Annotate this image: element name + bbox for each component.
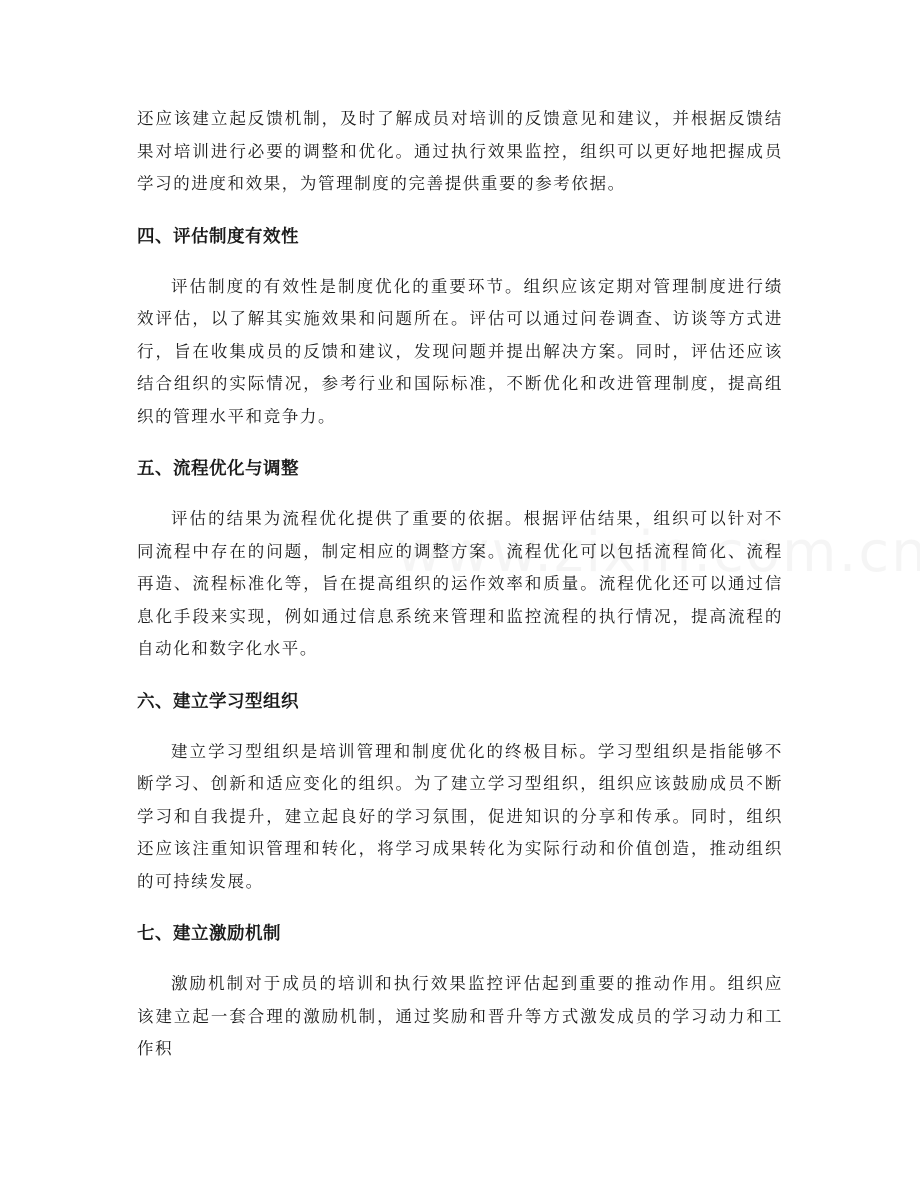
intro-paragraph: 还应该建立起反馈机制，及时了解成员对培训的反馈意见和建议，并根据反馈结果对培训进行必要的调整和优化。通过执行效果监控，组织可以更好地把握成员学习的进度和效果，为管理制度的完善提供重要的参考依据。 bbox=[137, 109, 783, 193]
section-body-6: 建立学习型组织是培训管理和制度优化的终极目标。学习型组织是指能够不断学习、创新和适应变化的组织。为了建立学习型组织，组织应该鼓励成员不断学习和自我提升，建立起良好的学习氛围，促进知识的分享和传承。同时，组织还应该注重知识管理和转化，将学习成果转化为实际行动和价值创造，推动组织的可持续发展。 bbox=[137, 741, 783, 891]
section-heading-6: 六、建立学习型组织 bbox=[137, 691, 299, 712]
section-body-4: 评估制度的有效性是制度优化的重要环节。组织应该定期对管理制度进行绩效评估，以了解其实施效果和问题所在。评估可以通过问卷调查、访谈等方式进行，旨在收集成员的反馈和建议，发现问题并提出解决方案。同时，评估还应该结合组织的实际情况，参考行业和国际标准，不断优化和改进管理制度，提高组织的管理水平和竞争力。 bbox=[137, 276, 783, 426]
section-body-5: 评估的结果为流程优化提供了重要的依据。根据评估结果，组织可以针对不同流程中存在的问题，制定相应的调整方案。流程优化可以包括流程简化、流程再造、流程标准化等，旨在提高组织的运作效率和质量。流程优化还可以通过信息化手段来实现，例如通过信息系统来管理和监控流程的执行情况，提高流程的自动化和数字化水平。 bbox=[137, 509, 783, 658]
section-heading-4: 四、评估制度有效性 bbox=[137, 226, 299, 247]
section-heading-7: 七、建立激励机制 bbox=[137, 924, 281, 944]
document-body bbox=[137, 103, 783, 1066]
section-heading-5: 五、流程优化与调整 bbox=[137, 459, 299, 479]
section-body-7: 激励机制对于成员的培训和执行效果监控评估起到重要的推动作用。组织应该建立起一套合理的激励机制，通过奖励和晋升等方式激发成员的学习动力和工作积 bbox=[137, 974, 783, 1058]
